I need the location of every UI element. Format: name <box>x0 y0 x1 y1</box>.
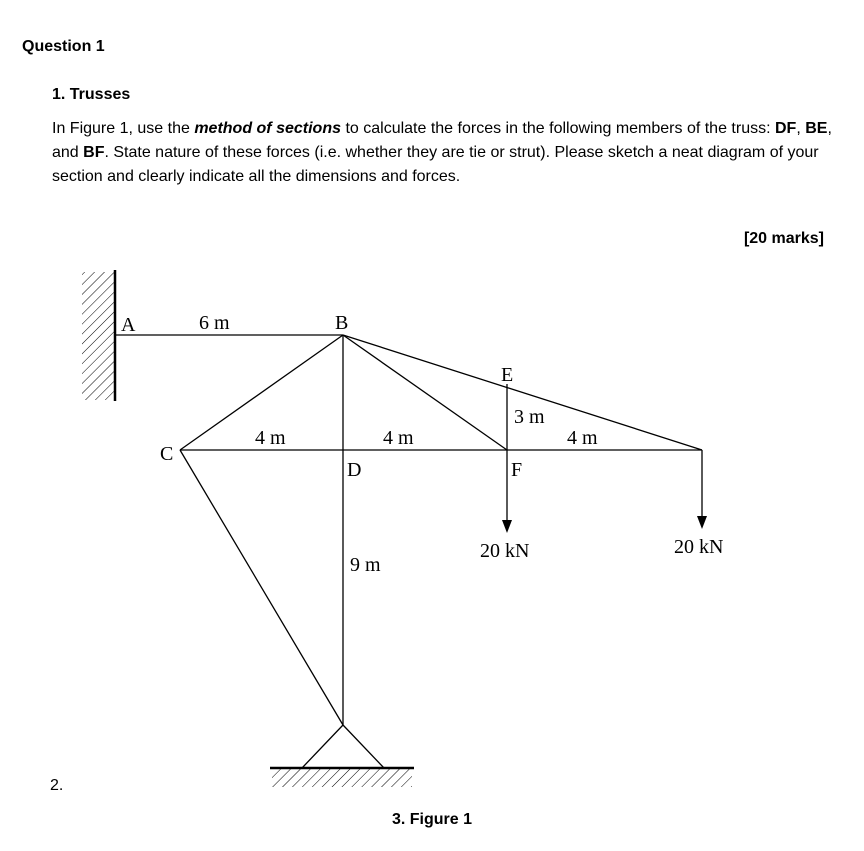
dim-fg: 4 m <box>567 427 598 449</box>
section-title: 1. Trusses <box>52 86 131 103</box>
node-b: B <box>335 312 349 334</box>
ground-hatch <box>272 769 412 787</box>
dim-ef: 3 m <box>514 406 545 428</box>
node-d: D <box>347 459 362 481</box>
item-number: 2. <box>50 777 64 794</box>
member-ch-line <box>180 450 343 725</box>
node-a: A <box>121 314 136 336</box>
node-f: F <box>511 459 523 481</box>
dim-cd: 4 m <box>255 427 286 449</box>
figure-caption: 3. Figure 1 <box>391 811 473 828</box>
para-text-1: In Figure 1, use the <box>52 120 195 137</box>
member-bf-line <box>343 335 507 450</box>
para-text-2: to calculate the forces in the following members of the truss: <box>341 120 775 137</box>
member-be: BE <box>805 120 828 137</box>
member-df: DF <box>774 120 797 137</box>
para-text-5: . State nature of these forces (i.e. whether they are tie or strut). Please sketch a neat diagram of your section and clearly indicate all the dimensions and forces. <box>52 144 819 185</box>
dim-df: 4 m <box>383 427 414 449</box>
dim-ab: 6 m <box>199 312 230 334</box>
node-c: C <box>160 443 174 465</box>
method-emphasis: method of sections <box>194 120 341 137</box>
wall-hatch <box>82 272 114 400</box>
node-e: E <box>501 364 514 386</box>
dim-dh: 9 m <box>350 554 381 576</box>
question-title: Question 1 <box>22 38 105 55</box>
pin-support <box>302 725 384 768</box>
load-f-label: 20 kN <box>480 540 530 562</box>
para-text-3: , <box>796 120 806 137</box>
marks-label: [20 marks] <box>743 230 824 247</box>
member-bf: BF <box>83 144 105 161</box>
load-g-label: 20 kN <box>674 536 724 558</box>
load-g-arrowhead <box>697 516 707 529</box>
load-f-arrowhead <box>502 520 512 533</box>
para-text-4: , and <box>52 120 832 161</box>
